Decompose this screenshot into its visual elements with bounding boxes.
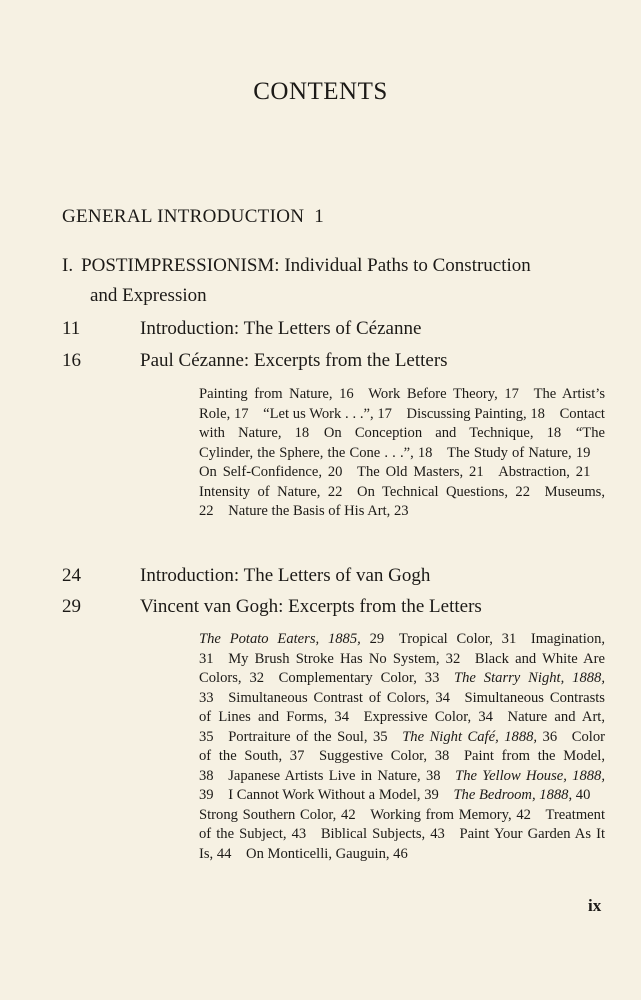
toc-entry bbox=[62, 596, 482, 618]
subentry-artwork-title: The Yellow House, 1888, bbox=[455, 767, 605, 784]
subentry-text: Suggestive Color, 38 bbox=[318, 748, 450, 764]
page-number: ix bbox=[588, 896, 602, 915]
toc-entry-page: 16 bbox=[62, 350, 81, 371]
subentry bbox=[228, 651, 460, 667]
subentry: “Let us Work . . .”, 17 bbox=[263, 405, 392, 422]
toc-entry bbox=[62, 318, 421, 340]
subentry-artwork-title: The Potato Eaters, 1885, bbox=[199, 631, 361, 647]
subentry-text: Working from Memory, 42 bbox=[370, 806, 531, 823]
subentry bbox=[321, 826, 445, 842]
subentry: Nature the Basis of His Art, 23 bbox=[228, 503, 409, 519]
subentry: On Technical Questions, 22 bbox=[357, 483, 530, 500]
part-title-line2: and Expression bbox=[90, 285, 207, 306]
part-number: I. bbox=[62, 255, 74, 276]
subentry bbox=[199, 807, 356, 823]
subentry-text: I Cannot Work Without a Model, 39 bbox=[228, 787, 439, 803]
subentry-text: Paint from the Model, 38 bbox=[199, 748, 605, 784]
general-introduction-label: GENERAL INTRODUCTION bbox=[62, 206, 305, 227]
toc-entry-page: 24 bbox=[62, 565, 81, 586]
part-heading bbox=[62, 251, 602, 311]
subentry-page: 36 bbox=[537, 728, 558, 745]
subentry-artwork-title: The Starry Night, 1888, bbox=[454, 670, 605, 686]
subentry: Painting from Nature, 16 bbox=[199, 386, 354, 402]
subentry bbox=[364, 709, 493, 725]
toc-entry-page: 29 bbox=[62, 596, 81, 617]
subentry bbox=[399, 631, 516, 647]
subentry: Work Before Theory, 17 bbox=[368, 386, 519, 402]
subentry bbox=[199, 631, 384, 647]
subentry bbox=[453, 787, 590, 803]
subentry-text: Simultaneous Contrast of Colors, 34 bbox=[228, 689, 450, 706]
subentry-page: 40 bbox=[572, 787, 591, 803]
subentry-artwork-title: The Bedroom, 1888, bbox=[453, 787, 573, 803]
subentry: Intensity of Nature, 22 bbox=[199, 483, 343, 500]
subentry-page: 39 bbox=[199, 787, 214, 803]
subentry bbox=[228, 768, 440, 784]
subentry-page: 33 bbox=[199, 689, 214, 706]
toc-entry-page: 11 bbox=[62, 318, 81, 339]
general-introduction-entry bbox=[62, 206, 324, 228]
subentry-text: Strong Southern Color, 42 bbox=[199, 806, 356, 823]
subentry-page: 29 bbox=[360, 631, 385, 647]
subentry-text: On Monticelli, Gauguin, 46 bbox=[246, 845, 408, 862]
page-title: CONTENTS bbox=[253, 78, 388, 105]
subentry-text: Black and White Are Colors, 32 bbox=[199, 650, 605, 686]
subentry bbox=[279, 670, 440, 686]
subentry: Discussing Painting, 18 bbox=[406, 405, 545, 422]
subentry-text: My Brush Stroke Has No System, 32 bbox=[228, 650, 461, 667]
subentry-text: Color of the South, 37 bbox=[199, 728, 605, 764]
subentry-text: Biblical Subjects, 43 bbox=[320, 826, 445, 842]
subentry: On Self-Confidence, 20 bbox=[199, 464, 343, 480]
subentry: Contact with Nature, 18 bbox=[199, 405, 605, 441]
subentry bbox=[319, 748, 449, 764]
subentry bbox=[228, 690, 450, 706]
subentry-text: Treatment of the Subject, 43 bbox=[199, 806, 605, 842]
subentry: The Artist’s Role, 17 bbox=[199, 386, 605, 422]
subentry-artwork-title: The Night Café, 1888, bbox=[402, 728, 538, 745]
subentry: “The Cylinder, the Sphere, the Cone . . .”, 18 bbox=[199, 425, 605, 461]
general-introduction-page: 1 bbox=[314, 206, 325, 227]
part-title-line1: POSTIMPRESSIONISM: Individual Paths to Construction bbox=[81, 255, 531, 276]
subentry-text: Tropical Color, 31 bbox=[398, 631, 517, 647]
subentry bbox=[370, 807, 531, 823]
subentry: Abstraction, 21 bbox=[498, 464, 591, 480]
vangogh-subentries bbox=[199, 630, 605, 864]
subentry bbox=[228, 729, 387, 745]
subentry-text: Simultaneous Contrasts of Lines and Forms, 34 bbox=[199, 689, 605, 725]
toc-entry-title: Introduction: The Letters of van Gogh bbox=[140, 565, 431, 586]
toc-entry bbox=[62, 565, 430, 587]
subentry-text: Paint Your Garden As It Is, 44 bbox=[199, 826, 605, 862]
subentry: The Old Masters, 21 bbox=[357, 464, 484, 480]
subentry bbox=[402, 729, 557, 745]
subentry: Museums, 22 bbox=[199, 483, 605, 519]
toc-entry-title: Paul Cézanne: Excerpts from the Letters bbox=[140, 350, 448, 371]
cezanne-subentries bbox=[199, 385, 605, 522]
toc-entry-title: Introduction: The Letters of Cézanne bbox=[140, 318, 422, 339]
toc-entry-title: Vincent van Gogh: Excerpts from the Letters bbox=[140, 596, 482, 617]
subentry bbox=[246, 846, 408, 862]
subentry-text: Japanese Artists Live in Nature, 38 bbox=[228, 767, 441, 784]
subentry bbox=[228, 787, 439, 803]
subentry: The Study of Nature, 19 bbox=[447, 444, 591, 461]
subentry-text: Portraiture of the Soul, 35 bbox=[228, 728, 388, 745]
subentry-text: Complementary Color, 33 bbox=[278, 670, 440, 686]
subentry-text: Expressive Color, 34 bbox=[363, 709, 493, 725]
subentry-text: Imagination, 31 bbox=[199, 631, 606, 667]
toc-entry bbox=[62, 350, 448, 372]
subentry-text: Nature and Art, 35 bbox=[199, 709, 606, 745]
subentry: On Conception and Technique, 18 bbox=[323, 425, 562, 441]
